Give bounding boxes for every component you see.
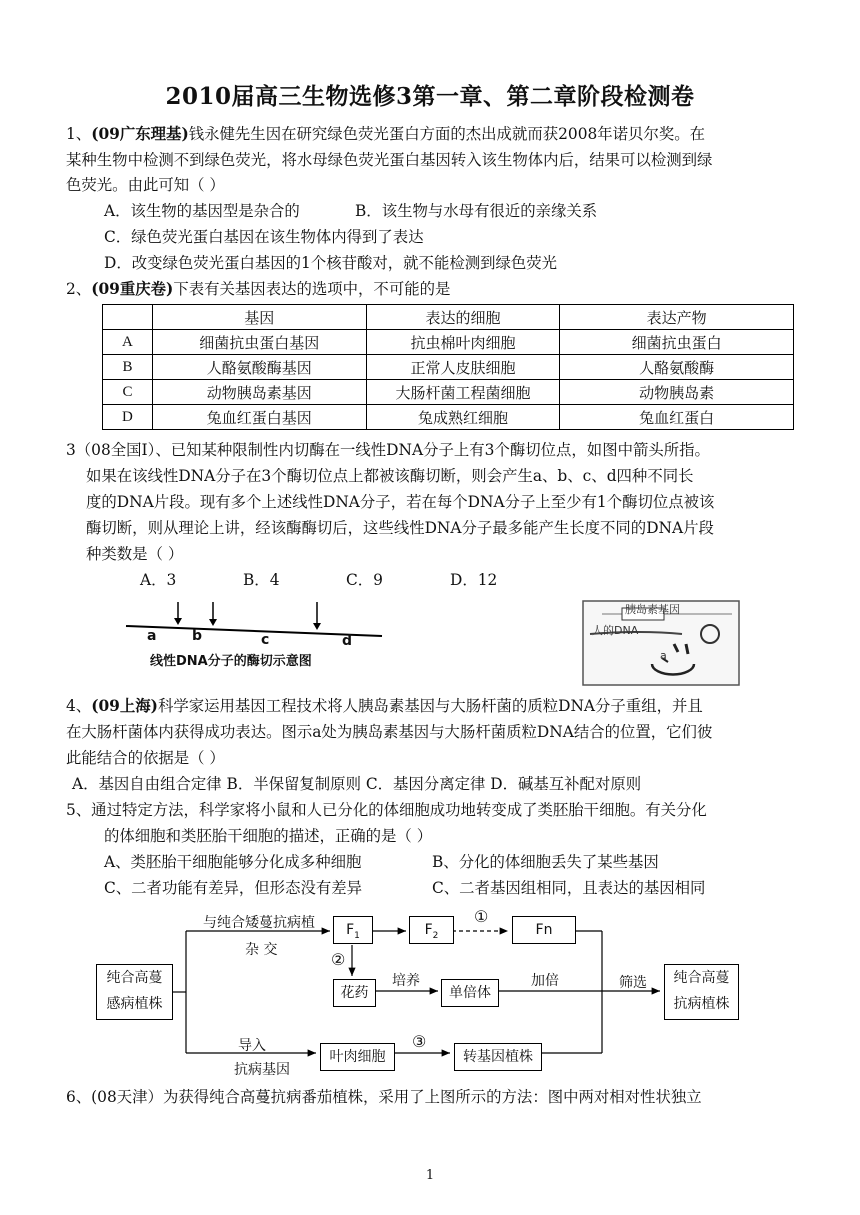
gene-expression-table (102, 304, 794, 430)
q3-line5: 种类数是（ ） (86, 545, 184, 563)
table-row (103, 355, 794, 380)
step-3-marker: ③ (412, 1032, 427, 1051)
q5-line1: 5、通过特定方法，科学家将小鼠和人已分化的体细胞成功地转变成了类胚胎干细胞。有关分化 (66, 801, 707, 819)
q1-number: 1、 (66, 125, 92, 143)
q2-line1 (66, 276, 450, 302)
f2-label: F (424, 922, 433, 938)
table-cell: 细菌抗虫蛋白 (560, 330, 794, 355)
table-cell: 细菌抗虫蛋白基因 (152, 330, 366, 355)
table-header: 表达产物 (560, 305, 794, 330)
selection-label: 筛选 (619, 975, 647, 991)
resistance-gene-label: 抗病基因 (234, 1062, 290, 1078)
table-cell: 动物胰岛素 (560, 380, 794, 405)
table-cell: D (103, 405, 153, 430)
table-header-row (103, 305, 794, 330)
cut-arrow-3 (313, 602, 321, 630)
page-title: 2010届高三生物选修3第一章、第二章阶段检测卷 (165, 83, 695, 110)
q3-line1: 3（08全国Ⅰ）、已知某种限制性内切酶在一线性DNA分子上有3个酶切位点，如图中箭头所指。 (66, 441, 710, 459)
table-row (103, 330, 794, 355)
start-plant-line2: 感病植株 (106, 996, 163, 1012)
culture-label: 培养 (392, 973, 420, 989)
haploid-box: 单倍体 (441, 979, 499, 1007)
table-cell: A (103, 330, 153, 355)
q1-source: (09广东理基) (91, 125, 189, 143)
q1-line2: 某种生物中检测不到绿色荧光，将水母绿色荧光蛋白基因转入该生物体内后，结果可以检测到绿 (66, 151, 713, 169)
q4-line3: 此能结合的依据是（ ） (66, 749, 225, 767)
q5-line2: 的体细胞和类胚胎干细胞的描述，正确的是（ ） (104, 827, 433, 845)
import-label: 导入 (238, 1038, 266, 1054)
q1-text: 钱永健先生因在研究绿色荧光蛋白方面的杰出成就而获2008年诺贝尔奖。在 (188, 125, 706, 143)
table-cell: 大肠杆菌工程菌细胞 (366, 380, 560, 405)
cross-label: 杂 交 (245, 942, 278, 958)
start-plant-line1: 纯合高蔓 (106, 970, 163, 986)
q4-text: 科学家运用基因工程技术将人胰岛素基因与大肠杆菌的质粒DNA分子重组，并且 (157, 697, 703, 715)
q3-line2: 如果在该线性DNA分子在3个酶切位点上都被该酶切断，则会产生a、b、c、d四种不同长 (86, 467, 694, 485)
q6-line1: 6、(08天津）为获得纯合高蔓抗病番茄植株，采用了上图所示的方法：图中两对相对性状独立 (66, 1088, 702, 1106)
table-row (103, 380, 794, 405)
fragment-label-a: a (147, 628, 157, 644)
end-plant-line2: 抗病植株 (673, 996, 730, 1012)
site-a-label: a (660, 649, 667, 662)
q3-option-c: C．9 (346, 571, 383, 589)
step-2-marker: ② (331, 950, 346, 969)
fragment-label-c: c (261, 632, 270, 648)
table-cell: 人酪氨酸酶 (560, 355, 794, 380)
q5-option-c: C、二者功能有差异，但形态没有差异 (104, 879, 363, 897)
q1-option-a: A．该生物的基因型是杂合的 (104, 202, 300, 220)
table-cell: 正常人皮肤细胞 (366, 355, 560, 380)
q4-options: A．基因自由组合定律 B．半保留复制原则 C．基因分离定律 D．碱基互补配对原则 (72, 775, 642, 793)
table-cell: 兔血红蛋白 (560, 405, 794, 430)
q3-option-b: B．4 (243, 571, 280, 589)
cross-partner-label: 与纯合矮蔓抗病植 (203, 915, 315, 931)
q4-line2: 在大肠杆菌体内获得成功表达。图示a处为胰岛素基因与大肠杆菌质粒DNA结合的位置，它们彼 (66, 723, 713, 741)
q5-option-d: C、二者基因组相同，且表达的基因相同 (432, 879, 706, 897)
table-header (103, 305, 153, 330)
q3-option-a: A．3 (140, 571, 177, 589)
q2-text: 下表有关基因表达的选项中，不可能的是 (173, 280, 451, 298)
table-cell: B (103, 355, 153, 380)
f1-subscript: 1 (354, 930, 360, 941)
anther-box: 花药 (333, 979, 376, 1007)
start-plant-box (96, 964, 173, 1020)
fn-box: Fn (512, 916, 576, 944)
q3-option-d: D．12 (450, 571, 498, 589)
table-cell: 兔血红蛋白基因 (152, 405, 366, 430)
q4-line1 (66, 693, 703, 719)
table-header: 基因 (152, 305, 366, 330)
table-row (103, 405, 794, 430)
f1-box (333, 916, 373, 944)
q3-line4: 酶切断，则从理论上讲，经该酶酶切后，这些线性DNA分子最多能产生长度不同的DNA片段 (86, 519, 714, 537)
q4-source: (09上海) (91, 697, 158, 715)
step-1-marker: ① (474, 907, 489, 926)
human-dna-label: 人的DNA (592, 624, 639, 637)
f1-label: F (346, 922, 355, 938)
q2-number: 2、 (66, 280, 92, 298)
end-plant-box (664, 964, 739, 1020)
dna-figure-caption: 线性DNA分子的酶切示意图 (150, 654, 312, 669)
q1-option-b: B．该生物与水母有很近的亲缘关系 (355, 202, 598, 220)
page-number: 1 (425, 1168, 435, 1183)
cut-arrow-2 (209, 602, 217, 626)
leaf-cell-box: 叶肉细胞 (320, 1043, 395, 1071)
table-cell: 动物胰岛素基因 (152, 380, 366, 405)
table-header: 表达的细胞 (366, 305, 560, 330)
table-cell: C (103, 380, 153, 405)
f2-subscript: 2 (432, 930, 439, 941)
end-plant-line1: 纯合高蔓 (673, 970, 730, 986)
insulin-gene-label: 胰岛素基因 (625, 603, 680, 616)
fragment-label-d: d (342, 633, 353, 649)
q1-option-d: D．改变绿色荧光蛋白基因的1个核苷酸对，就不能检测到绿色荧光 (104, 254, 558, 272)
q2-source: (09重庆卷) (91, 280, 174, 298)
transgenic-plant-box: 转基因植株 (454, 1043, 542, 1071)
q3-line3: 度的DNA片段。现有多个上述线性DNA分子，若在每个DNA分子上至少有1个酶切位点被该 (86, 493, 715, 511)
table-cell: 兔成熟红细胞 (366, 405, 560, 430)
table-cell: 抗虫棉叶肉细胞 (366, 330, 560, 355)
q1-option-c: C．绿色荧光蛋白基因在该生物体内得到了表达 (104, 228, 424, 246)
q5-option-a: A、类胚胎干细胞能够分化成多种细胞 (104, 853, 362, 871)
f2-box (409, 916, 454, 944)
q5-option-b: B、分化的体细胞丢失了某些基因 (432, 853, 659, 871)
q1-line3: 色荧光。由此可知（ ） (66, 176, 225, 194)
table-cell: 人酪氨酸酶基因 (152, 355, 366, 380)
q1-line1 (66, 121, 705, 147)
doubling-label: 加倍 (531, 973, 559, 989)
cut-arrow-1 (174, 602, 182, 625)
fragment-label-b: b (192, 628, 203, 644)
q4-number: 4、 (66, 697, 92, 715)
